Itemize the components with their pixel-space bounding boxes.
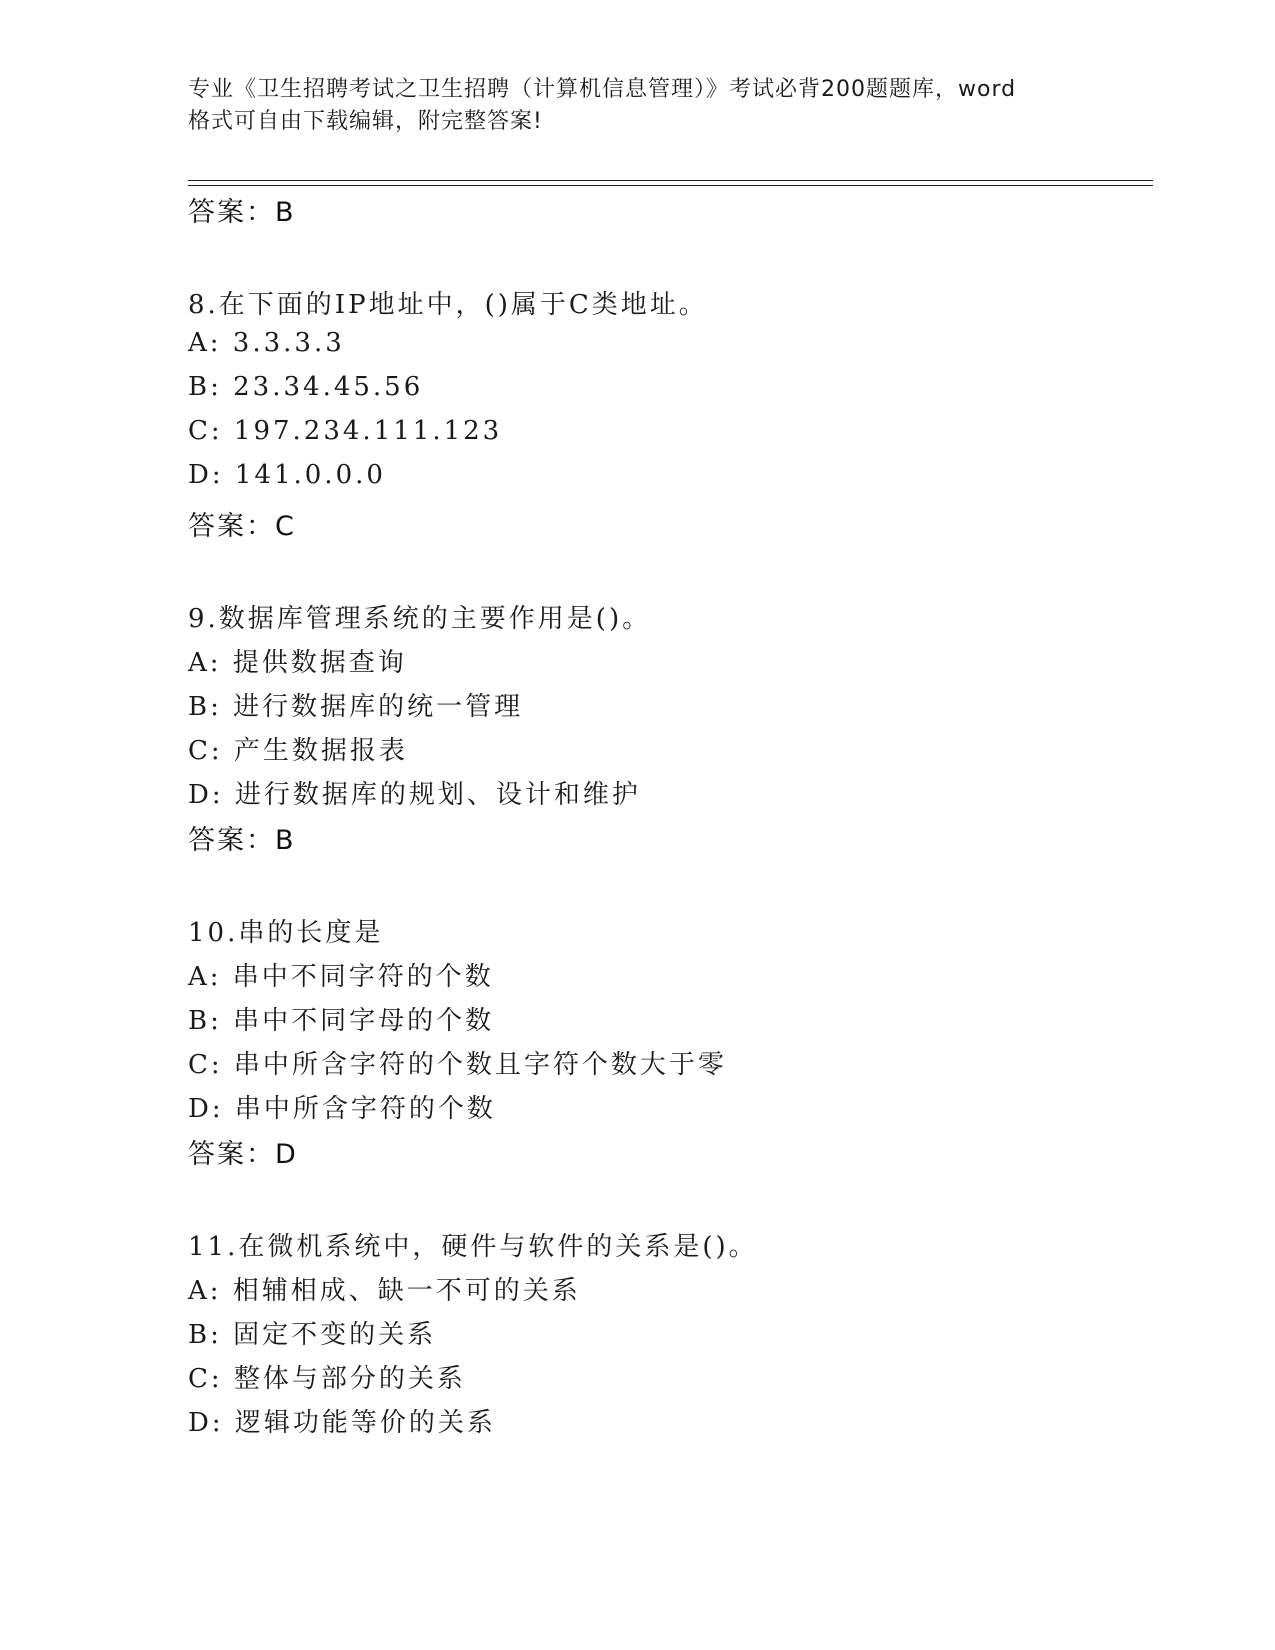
header-divider-bottom xyxy=(188,185,1153,186)
question-9-answer: 答案：B xyxy=(188,825,296,856)
question-11-option-c: C: 整体与部分的关系 xyxy=(188,1364,466,1394)
question-9-option-a: A: 提供数据查询 xyxy=(188,648,407,678)
question-9-option-d: D: 进行数据库的规划、设计和维护 xyxy=(188,780,641,810)
document-header xyxy=(188,74,1088,138)
question-9-text: 9.数据库管理系统的主要作用是()。 xyxy=(188,604,652,634)
question-10-option-c: C: 串中所含字符的个数且字符个数大于零 xyxy=(188,1050,727,1080)
header-divider-top xyxy=(188,180,1153,181)
question-8-answer: 答案：C xyxy=(188,511,296,542)
question-11-text: 11.在微机系统中，硬件与软件的关系是()。 xyxy=(188,1232,758,1262)
question-10-option-d: D: 串中所含字符的个数 xyxy=(188,1094,496,1124)
answer-7: 答案：B xyxy=(188,197,296,228)
question-11-option-d: D: 逻辑功能等价的关系 xyxy=(188,1408,496,1438)
question-9-option-b: B: 进行数据库的统一管理 xyxy=(188,692,524,722)
question-11-option-a: A: 相辅相成、缺一不可的关系 xyxy=(188,1276,581,1306)
header-line-1: 专业《卫生招聘考试之卫生招聘（计算机信息管理）》考试必背200题题库，word xyxy=(188,77,1017,102)
question-8-option-d: D: 141.0.0.0 xyxy=(188,460,386,490)
question-8-option-c: C: 197.234.111.123 xyxy=(188,416,503,446)
header-line-2: 格式可自由下载编辑，附完整答案! xyxy=(188,109,543,134)
question-10-option-a: A: 串中不同字符的个数 xyxy=(188,962,494,992)
question-8-text: 8.在下面的IP地址中，()属于C类地址。 xyxy=(188,290,708,320)
question-8-option-b: B: 23.34.45.56 xyxy=(188,372,424,402)
question-10-text: 10.串的长度是 xyxy=(188,918,384,948)
question-9-option-c: C: 产生数据报表 xyxy=(188,736,408,766)
question-10-option-b: B: 串中不同字母的个数 xyxy=(188,1006,495,1036)
question-8-option-a: A: 3.3.3.3 xyxy=(188,328,345,358)
question-11-option-b: B: 固定不变的关系 xyxy=(188,1320,437,1350)
question-10-answer: 答案：D xyxy=(188,1139,298,1170)
